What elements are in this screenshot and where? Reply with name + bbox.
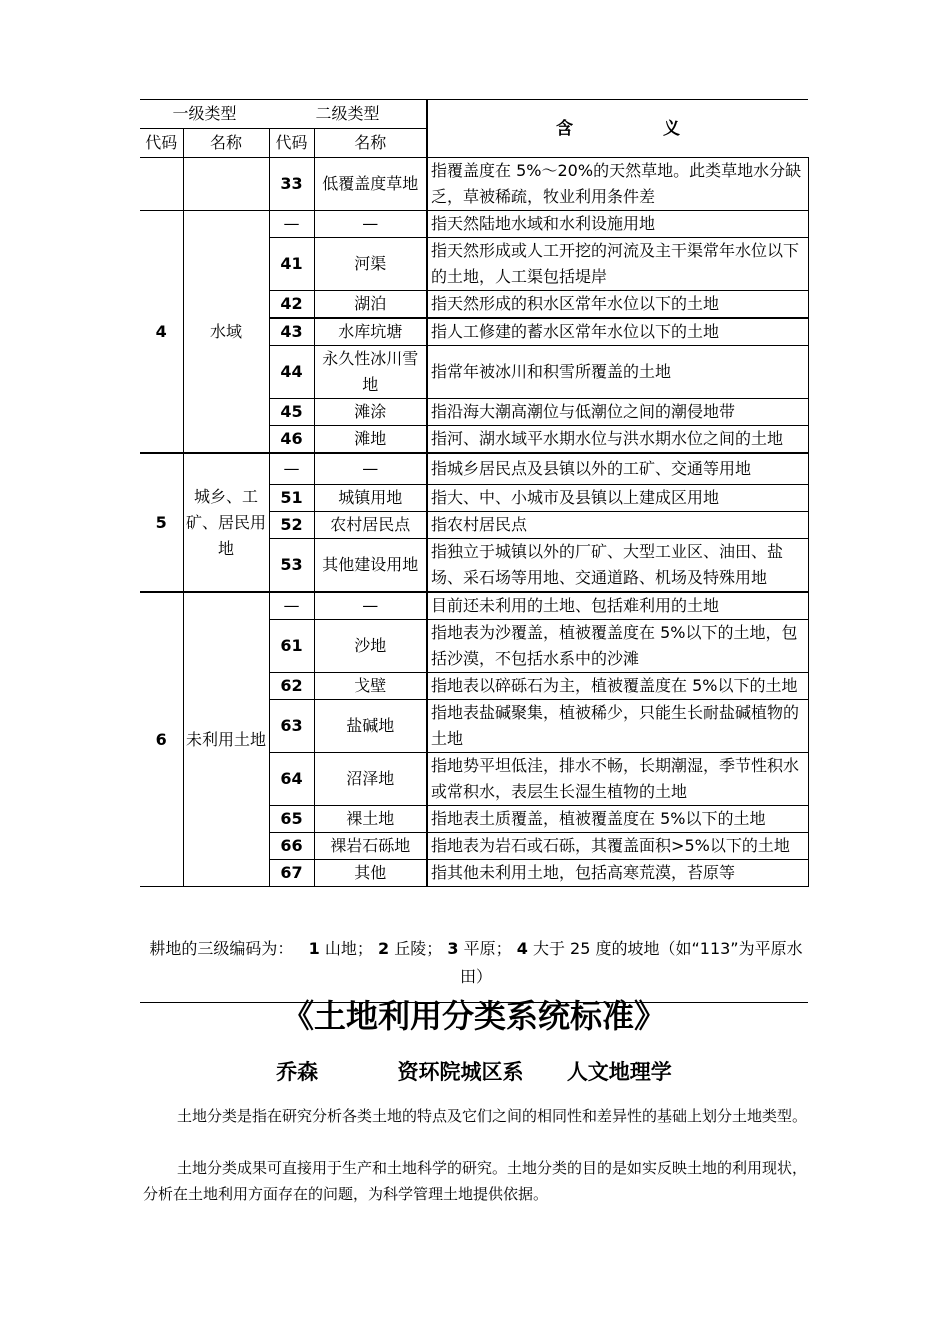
name-cell: 裸岩石砾地: [314, 833, 427, 860]
meaning-cell: 指地表为岩石或石砾，其覆盖面积>5%以下的土地: [427, 833, 808, 860]
name-cell: 湖泊: [314, 291, 427, 319]
meaning-cell: 指地表以碎砾石为主，植被覆盖度在 5%以下的土地: [427, 673, 808, 700]
name-cell: 戈壁: [314, 673, 427, 700]
meaning-cell: 指其他未利用土地，包括高寒荒漠，苔原等: [427, 860, 808, 887]
meaning-cell: 指地表为沙覆盖，植被覆盖度在 5%以下的土地，包括沙漠，不包括水系中的沙滩: [427, 620, 808, 673]
code-cell: 52: [269, 512, 314, 539]
header-row-1: [140, 100, 808, 129]
author-department: 资环院城区系: [397, 1059, 524, 1084]
code-cell: 44: [269, 346, 314, 399]
table-row: [140, 453, 808, 485]
meaning-cell: 指天然形成的积水区常年水位以下的土地: [427, 291, 808, 319]
code-cell: 42: [269, 291, 314, 319]
name-cell: —: [314, 453, 427, 485]
land-use-table: [140, 99, 809, 887]
code-cell: 45: [269, 399, 314, 426]
meaning-cell: 指地表土质覆盖，植被覆盖度在 5%以下的土地: [427, 806, 808, 833]
arable-land-code-note: [140, 935, 812, 991]
code-cell: 63: [269, 700, 314, 753]
note-lead: 耕地的三级编码为：: [149, 939, 294, 958]
table-row: [140, 211, 808, 238]
paragraph-2: 土地分类成果可直接用于生产和土地科学的研究。土地分类的目的是如实反映土地的利用现状，分析在土地利用方面存在的问题，为科学管理土地提供依据。: [143, 1159, 808, 1203]
table-row: [140, 592, 808, 620]
group-name-cell: 城乡、工矿、居民用地: [183, 453, 269, 592]
header-meaning: 含 义: [427, 100, 808, 158]
code-cell: 43: [269, 318, 314, 346]
name-cell: —: [314, 592, 427, 620]
header-level2: 二级类型: [269, 100, 427, 129]
name-cell: 永久性冰川雪地: [314, 346, 427, 399]
author-major: 人文地理学: [566, 1059, 672, 1084]
group-name-cell: 水域: [183, 211, 269, 454]
code-cell: 33: [269, 158, 314, 211]
code-cell: 46: [269, 426, 314, 454]
header-name-2: 名称: [314, 129, 427, 158]
meaning-cell: 指天然形成或人工开挖的河流及主干渠常年水位以下的土地，人工渠包括堤岸: [427, 238, 808, 291]
note-number-1: 1: [308, 939, 320, 958]
note-number-4: 4: [516, 939, 528, 958]
paragraph-1: 土地分类是指在研究分析各类土地的特点及它们之间的相同性和差异性的基础上划分土地类型。: [177, 1107, 808, 1125]
note-text-2: 丘陵；: [394, 939, 443, 958]
meaning-cell: 指独立于城镇以外的厂矿、大型工业区、油田、盐场、采石场等用地、交通道路、机场及特殊用地: [427, 539, 808, 593]
group-code-cell: 4: [140, 211, 183, 454]
meaning-cell: 指大、中、小城市及县镇以上建成区用地: [427, 485, 808, 512]
meaning-cell: 指人工修建的蓄水区常年水位以下的土地: [427, 318, 808, 346]
name-cell: 其他: [314, 860, 427, 887]
code-cell: 53: [269, 539, 314, 593]
code-cell: —: [269, 592, 314, 620]
code-cell: 62: [269, 673, 314, 700]
code-cell: 64: [269, 753, 314, 806]
meaning-cell: 指沿海大潮高潮位与低潮位之间的潮侵地带: [427, 399, 808, 426]
code-cell: 61: [269, 620, 314, 673]
author-name: 乔森: [276, 1059, 319, 1084]
meaning-cell: 指覆盖度在 5%～20%的天然草地。此类草地水分缺乏，草被稀疏，牧业利用条件差: [427, 158, 808, 211]
code-cell: 65: [269, 806, 314, 833]
name-cell: 低覆盖度草地: [314, 158, 427, 211]
meaning-cell: 目前还未利用的土地、包括难利用的土地: [427, 592, 808, 620]
author-line: [140, 1056, 808, 1088]
code-cell: —: [269, 211, 314, 238]
empty-cell: [140, 158, 183, 211]
name-cell: 滩涂: [314, 399, 427, 426]
code-cell: 51: [269, 485, 314, 512]
group-code-cell: 5: [140, 453, 183, 592]
group-name-cell: 未利用土地: [183, 592, 269, 887]
name-cell: 农村居民点: [314, 512, 427, 539]
name-cell: —: [314, 211, 427, 238]
name-cell: 城镇用地: [314, 485, 427, 512]
name-cell: 沼泽地: [314, 753, 427, 806]
name-cell: 盐碱地: [314, 700, 427, 753]
header-level1: 一级类型: [140, 100, 269, 129]
meaning-cell: 指城乡居民点及县镇以外的工矿、交通等用地: [427, 453, 808, 485]
note-text-3: 平原；: [463, 939, 512, 958]
name-cell: 沙地: [314, 620, 427, 673]
header-code-1: 代码: [140, 129, 183, 158]
code-cell: 41: [269, 238, 314, 291]
meaning-cell: 指地势平坦低洼，排水不畅，长期潮湿，季节性积水或常积水，表层生长湿生植物的土地: [427, 753, 808, 806]
empty-cell: [183, 158, 269, 211]
meaning-cell: 指农村居民点: [427, 512, 808, 539]
meaning-cell: 指常年被冰川和积雪所覆盖的土地: [427, 346, 808, 399]
name-cell: 滩地: [314, 426, 427, 454]
name-cell: 河渠: [314, 238, 427, 291]
code-cell: —: [269, 453, 314, 485]
meaning-cell: 指地表盐碱聚集，植被稀少，只能生长耐盐碱植物的土地: [427, 700, 808, 753]
note-number-2: 2: [378, 939, 390, 958]
note-number-3: 3: [447, 939, 459, 958]
meaning-cell: 指河、湖水域平水期水位与洪水期水位之间的土地: [427, 426, 808, 454]
meaning-cell: 指天然陆地水域和水利设施用地: [427, 211, 808, 238]
code-cell: 67: [269, 860, 314, 887]
group-code-cell: 6: [140, 592, 183, 887]
document-title: 《土地利用分类系统标准》: [281, 997, 666, 1035]
note-text-1: 山地；: [324, 939, 373, 958]
table-row: [140, 158, 808, 211]
name-cell: 其他建设用地: [314, 539, 427, 593]
note-text-4: 大于 25 度的坡地（如“113”为平原水田）: [459, 939, 803, 986]
code-cell: 66: [269, 833, 314, 860]
header-name-1: 名称: [183, 129, 269, 158]
header-code-2: 代码: [269, 129, 314, 158]
name-cell: 裸土地: [314, 806, 427, 833]
name-cell: 水库坑塘: [314, 318, 427, 346]
